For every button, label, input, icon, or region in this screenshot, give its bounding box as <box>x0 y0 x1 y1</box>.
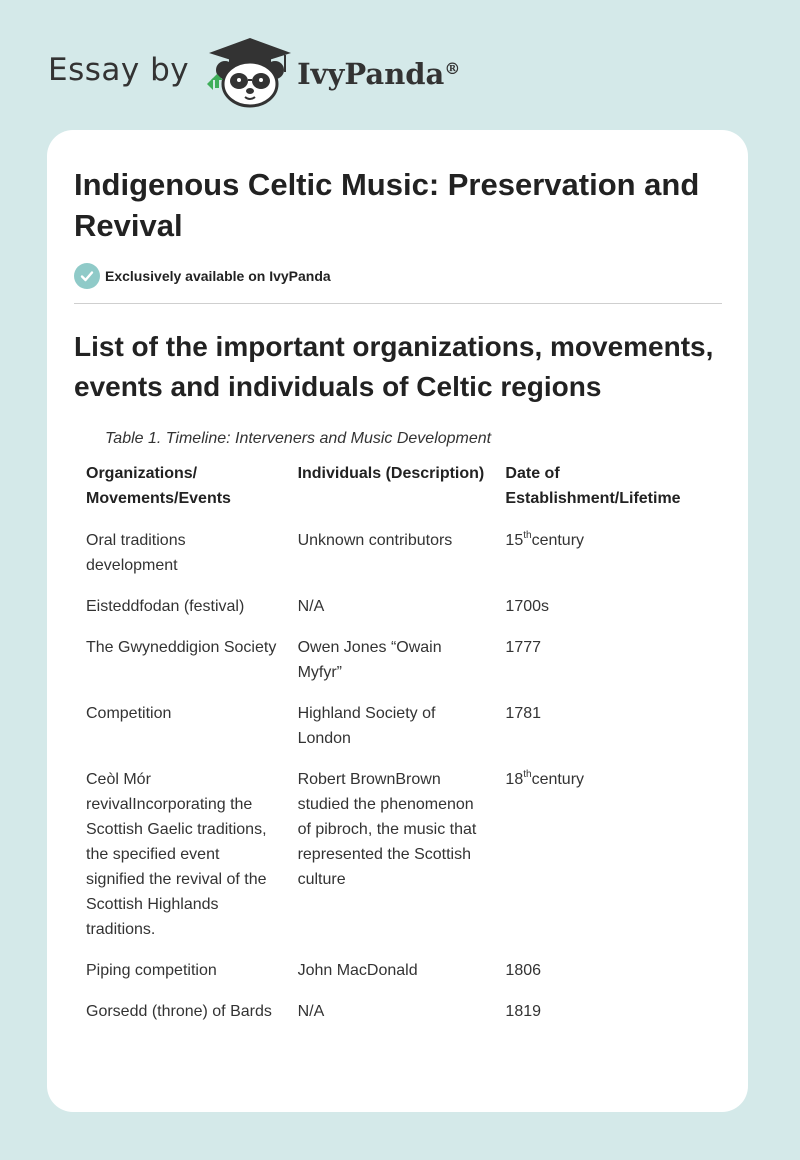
date-value: 1777 <box>505 639 542 656</box>
cell-date <box>497 999 728 1040</box>
cell-organization: The Gwyneddigion Society <box>86 639 277 656</box>
page-title: Indigenous Celtic Music: Preservation and Revival <box>74 167 700 243</box>
cell-individual: N/A <box>297 598 325 615</box>
brand-prefix: Essay by <box>48 52 190 88</box>
date-value: 1806 <box>505 962 542 979</box>
header-individuals: Individuals (Description) <box>297 465 485 482</box>
cell-organization: Piping competition <box>86 962 217 979</box>
cell-date <box>497 635 728 701</box>
cell-individual: Owen Jones “Owain Myfyr” <box>297 639 442 681</box>
table-row <box>78 594 728 635</box>
timeline-table <box>78 461 728 1040</box>
date-value: 15 <box>505 532 524 549</box>
registered-mark: ® <box>444 59 461 78</box>
brand-name-text: IvyPanda <box>297 57 445 91</box>
cell-organization: Oral traditions development <box>86 532 186 574</box>
exclusive-badge <box>74 263 722 289</box>
cell-date <box>497 958 728 999</box>
brand-logo[interactable] <box>48 36 460 108</box>
header-date: Date of Establishment/Lifetime <box>505 465 681 507</box>
cell-date <box>497 767 728 958</box>
date-value: 1700s <box>505 598 550 615</box>
date-unit: century <box>531 532 585 549</box>
date-value: 1781 <box>505 705 542 722</box>
content-card <box>47 130 748 1112</box>
cell-date <box>497 701 728 767</box>
panda-mascot-icon <box>205 36 295 108</box>
cell-organization: Competition <box>86 705 172 722</box>
date-suffix: th <box>523 769 532 780</box>
table-caption: Table 1. Timeline: Interveners and Music Development <box>105 430 492 447</box>
section-heading: List of the important organizations, movements, events and individuals of Celtic regions <box>74 331 714 402</box>
cell-organization: Eisteddfodan (festival) <box>86 598 245 615</box>
cell-individual: Highland Society of London <box>297 705 436 747</box>
cell-individual: Unknown contributors <box>297 532 453 549</box>
cell-organization: Ceòl Mór revivalIncorporating the Scottish Gaelic traditions, the specified event signified the revival of the Scottish Highlands traditions. <box>86 771 267 938</box>
date-value: 1819 <box>505 1003 542 1020</box>
table-row <box>78 999 728 1040</box>
date-unit: century <box>531 771 585 788</box>
date-suffix: th <box>523 530 532 541</box>
table-row <box>78 701 728 767</box>
header-organizations: Organizations/ Movements/Events <box>86 465 231 507</box>
exclusive-text: Exclusively available on IvyPanda <box>105 268 331 284</box>
table-row <box>78 958 728 999</box>
table-header-row <box>78 461 728 528</box>
checkmark-icon <box>74 263 100 289</box>
cell-individual: Robert BrownBrown studied the phenomenon of pibroch, the music that represented the Scottish culture <box>297 771 477 888</box>
cell-date <box>497 594 728 635</box>
divider <box>74 303 722 304</box>
brand-name <box>297 57 460 91</box>
table-row <box>78 767 728 958</box>
cell-individual: N/A <box>297 1003 325 1020</box>
cell-organization: Gorsedd (throne) of Bards <box>86 1003 272 1020</box>
table-row <box>78 635 728 701</box>
cell-date <box>497 528 728 594</box>
date-value: 18 <box>505 771 524 788</box>
table-row <box>78 528 728 594</box>
cell-individual: John MacDonald <box>297 962 418 979</box>
